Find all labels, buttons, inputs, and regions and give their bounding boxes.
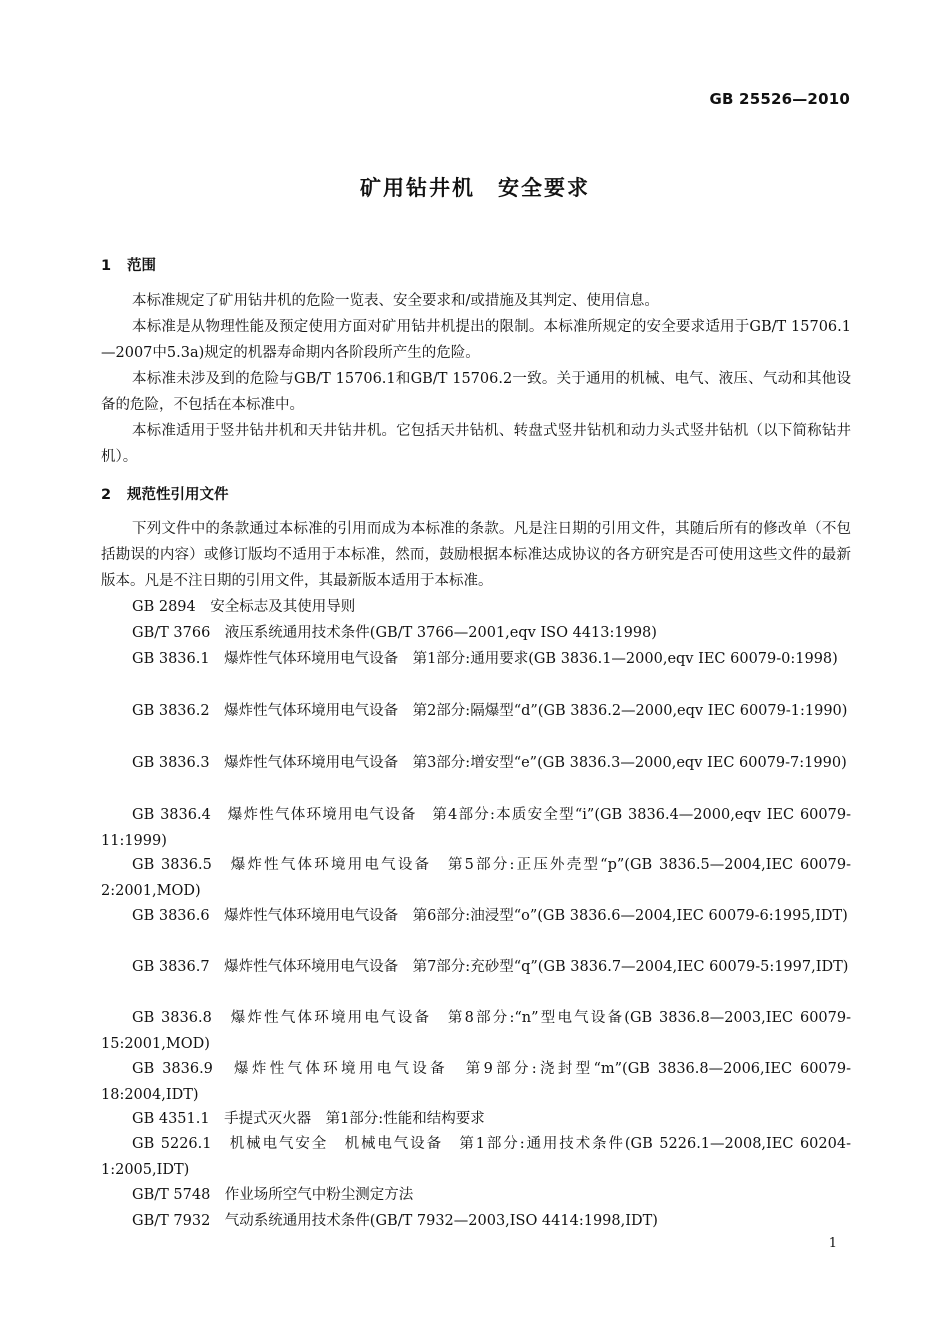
paragraph: 本标准未涉及到的危险与GB/T 15706.1和GB/T 15706.2一致。关于通用的机械、电气、液压、气动和其他设备的危险，不包括在本标准中。 [101, 371, 851, 413]
reference-item: GB/T 5748 作业场所空气中粉尘测定方法 [132, 1187, 414, 1203]
reference-item: GB/T 3766 液压系统通用技术条件(GB/T 3766—2001,eqv ISO 4413:1998) [132, 625, 657, 641]
section-title: 范围 [127, 258, 156, 274]
section-title: 规范性引用文件 [127, 487, 229, 503]
reference-item: GB 3836.3 爆炸性气体环境用电气设备 第3部分:增安型“e”(GB 3836.3—2000,eqv IEC 60079-7:1990) [132, 755, 847, 771]
reference-item: GB/T 7932 气动系统通用技术条件(GB/T 7932—2003,ISO 4414:1998,IDT) [132, 1213, 658, 1229]
page-number: 1 [828, 1236, 837, 1251]
section-1-heading [101, 254, 156, 275]
document-title: 矿用钻井机 安全要求 [360, 176, 590, 200]
paragraph: 本标准是从物理性能及预定使用方面对矿用钻井机提出的限制。本标准所规定的安全要求适用于GB/T 15706.1—2007中5.3a)规定的机器寿命期内各阶段所产生的危险。 [101, 319, 851, 361]
paragraph: 本标准规定了矿用钻井机的危险一览表、安全要求和/或措施及其判定、使用信息。 [132, 293, 659, 309]
reference-item: GB 3836.7 爆炸性气体环境用电气设备 第7部分:充砂型“q”(GB 3836.7—2004,IEC 60079-5:1997,IDT) [132, 959, 849, 975]
section-number: 2 [101, 487, 112, 503]
paragraph: 本标准适用于竖井钻井机和天井钻井机。它包括天井钻机、转盘式竖井钻机和动力头式竖井钻机（以下简称钻井机）。 [101, 423, 851, 465]
reference-item: GB 3836.4 爆炸性气体环境用电气设备 第4部分:本质安全型“i”(GB 3836.4—2000,eqv IEC 60079-11:1999) [101, 807, 851, 849]
reference-item: GB 2894 安全标志及其使用导则 [132, 599, 356, 615]
reference-item: GB 3836.6 爆炸性气体环境用电气设备 第6部分:油浸型“o”(GB 3836.6—2004,IEC 60079-6:1995,IDT) [132, 908, 848, 924]
reference-item: GB 4351.1 手提式灭火器 第1部分:性能和结构要求 [132, 1111, 485, 1127]
section-2-heading [101, 483, 229, 504]
paragraph: 下列文件中的条款通过本标准的引用而成为本标准的条款。凡是注日期的引用文件，其随后所有的修改单（不包括勘误的内容）或修订版均不适用于本标准，然而，鼓励根据本标准达成协议的各方研究是否可使用这些文件的最新版本。凡是不注日期的引用文件，其最新版本适用于本标准。 [101, 521, 851, 589]
section-number: 1 [101, 258, 112, 274]
standard-number: GB 25526—2010 [709, 90, 850, 108]
reference-item: GB 5226.1 机械电气安全 机械电气设备 第1部分:通用技术条件(GB 5226.1—2008,IEC 60204-1:2005,IDT) [101, 1136, 851, 1178]
reference-item: GB 3836.8 爆炸性气体环境用电气设备 第8部分:“n”型电气设备(GB 3836.8—2003,IEC 60079-15:2001,MOD) [101, 1010, 851, 1052]
reference-item: GB 3836.5 爆炸性气体环境用电气设备 第5部分:正压外壳型“p”(GB 3836.5—2004,IEC 60079-2:2001,MOD) [101, 857, 851, 899]
reference-item: GB 3836.1 爆炸性气体环境用电气设备 第1部分:通用要求(GB 3836.1—2000,eqv IEC 60079-0:1998) [132, 651, 838, 667]
reference-item: GB 3836.9 爆炸性气体环境用电气设备 第9部分:浇封型“m”(GB 3836.8—2006,IEC 60079-18:2004,IDT) [101, 1061, 851, 1103]
reference-item: GB 3836.2 爆炸性气体环境用电气设备 第2部分:隔爆型“d”(GB 3836.2—2000,eqv IEC 60079-1:1990) [132, 703, 848, 719]
